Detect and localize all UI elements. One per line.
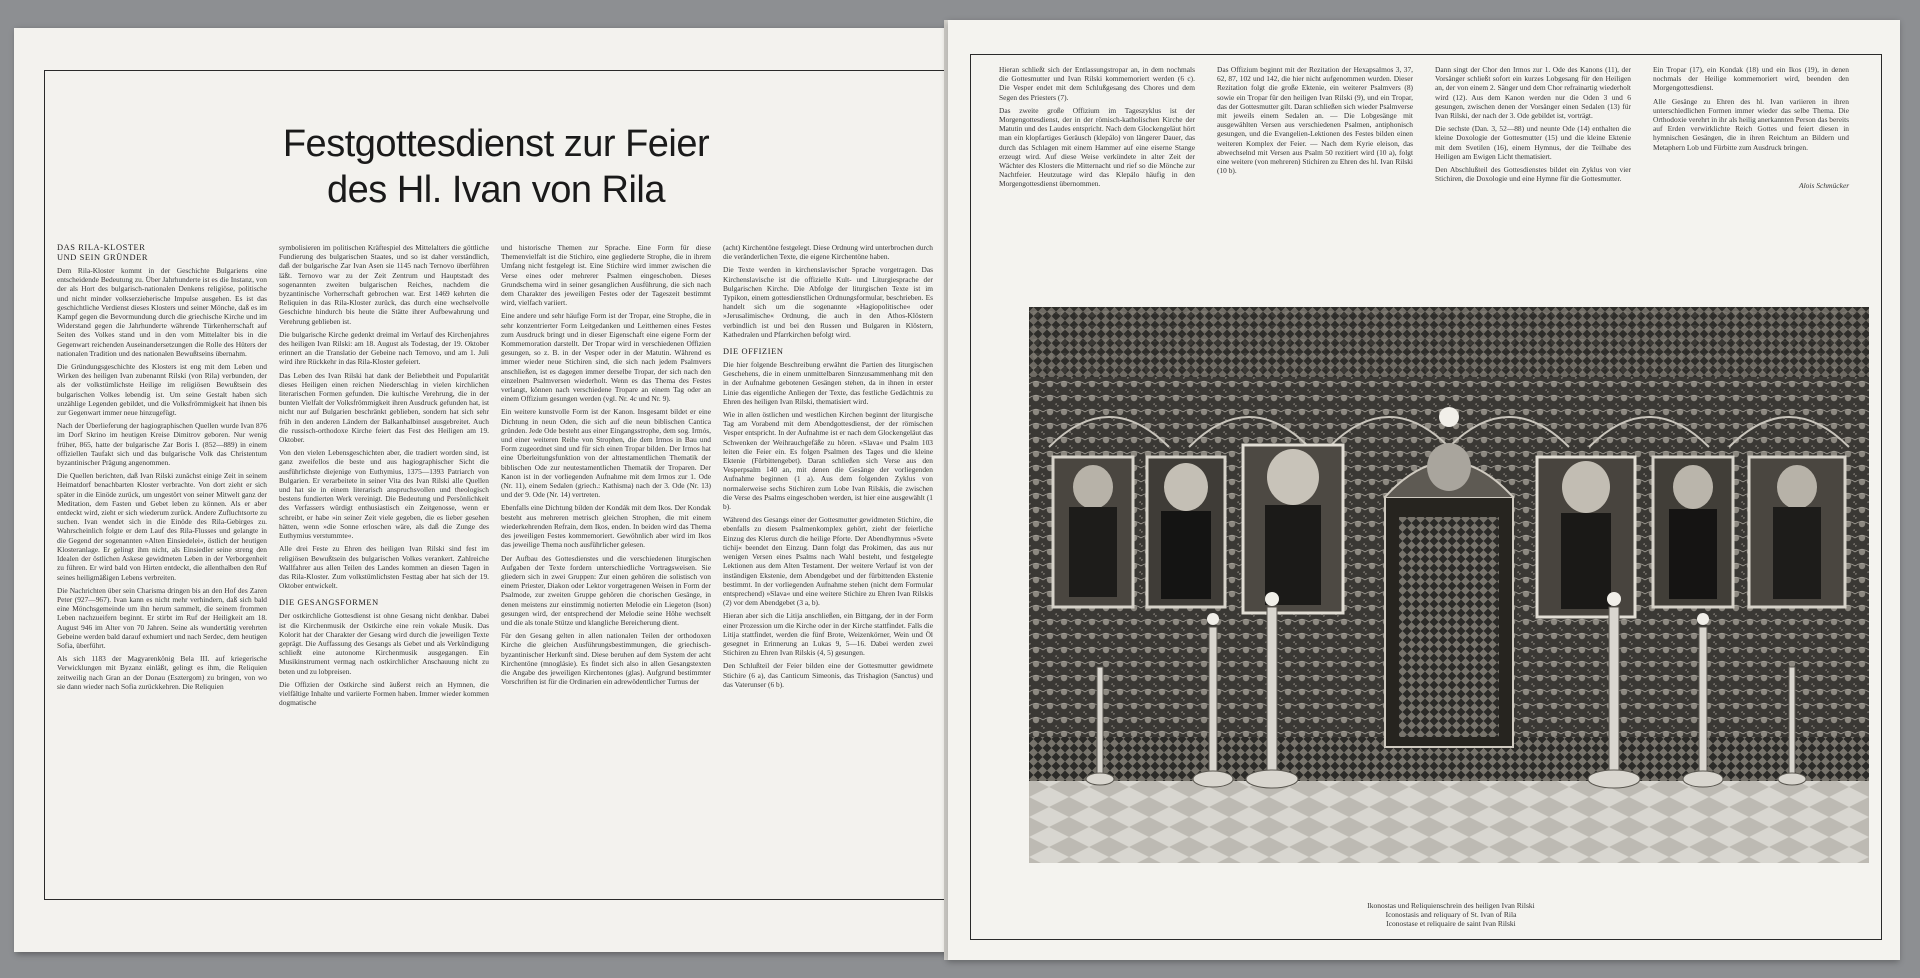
paragraph: Alle drei Feste zu Ehren des heiligen Ivan Rilski sind fest im religiösen Bewußtsein des bulgarischen Volkes verankert. Zahlreiche Wallfahrer aus allen Teilen des Landes kommen an diesen Tagen in das Rila-Kloster. Zum volkstümlichsten Festtag aber hat sich der 19. Oktober entwickelt. [279, 544, 489, 591]
paragraph: Das Leben des Ivan Rilski hat dank der Beliebtheit und Popularität dieses Heiligen einen reichen Niederschlag in vielen kirchlichen literarischen Formen gefunden. Die kultische Verehrung, die in der bunten Vielfalt der Volksfrömmigkeit ihren Ausdruck gefunden hat, ist nicht nur auf Bulgarien beschränkt geblieben, sondern hat sich sehr früh in den anderen Ländern der Balkanhalbinsel ausgebreitet. Auch die russisch-orthodoxe Kirche feiert das Fest des Heiligen am 19. Oktober. [279, 370, 489, 445]
paragraph: Während des Gesangs einer der Gottesmutter gewidmeten Stichire, die ebenfalls zu diesem Psalmenkomplex gehört, zieht der feierliche Einzug des Klerus durch die heilige Pforte. Der Abendhymnus »Svete tichij« beendet den Einzug. Dann folgt das Prokimen, das aus nur wenigen Versen eines Psalms nach Wahl besteht, und festgelegte Lektionen aus dem Alten Testament. Der weitere Verlauf ist von der inständigen Ekstenie, dem Abendgebet und der fürbittenden Ekstenie bestimmt. In der vorliegenden Aufnahme stehen (nicht dem Formular entsprechend) »Slava« und eine weitere Stichire zu Ehren Ivan Rilskis (2) vor dem Abendgebet (3 a, b). [723, 515, 933, 608]
text-column-5 [999, 65, 1195, 193]
paragraph: Dann singt der Chor den Irmos zur 1. Ode des Kanons (11), der Vorsänger schließt sofort ein kurzes Lobgesang für den Heiligen an, der von einem 2. Sänger und dem Chor refrainartig wiederholt wird (12). Aus dem Kanon werden nur die Oden 3 und 6 gesungen, zwischen denen der Vorsänger einen Sedalen (13) für Ivan Rilski, der nach der 3. Ode gebildet ist, vorträgt. [1435, 65, 1631, 121]
paragraph: Nach der Überlieferung der hagiographischen Quellen wurde Ivan 876 im Dorf Skrino im heutigen Kreise Dimitrov geboren. Nur wenig früher, 865, hatte der bulgarische Zar Boris I. (852—889) in einem offiziellen Taufakt sich und das bulgarische Volk das Christentum byzantinischer Prägung angenommen. [57, 421, 267, 468]
paragraph: Die Quellen berichten, daß Ivan Rilski zunächst einige Zeit in seinem Heimatdorf benachbarten Kloster verbrachte. Von dort zieht er sich später in die Einöde zurück, um ungestört von seiner Mitwelt ganz der Meditation, dem Fasten und Gebet leben zu können. Als er aber entdeckt wird, zieht er sich wiederum zurück. Andere Zufluchtsorte zu suchen. Ivan wendet sich in die Einöde des Rila-Gebirges zu. Wahrscheinlich folgte er dem Lauf des Rila-Flusses und gelangte in die Gegend der sogenannten »Alten Einsiedelei«, östlich der heutigen Klosteranlage. Er gelingt ihm nicht, als Einsiedler seine streng den Idealen der östlichen Askese gewidmeten Leben in der Verborgenheit zu führen. Er wird bald von Hirten entdeckt, die allenthalben den Ruf seines heiligmäßigen Lebens verbreiten. [57, 471, 267, 582]
right-page [948, 20, 1900, 960]
paragraph: Der Aufbau des Gottesdienstes und die verschiedenen liturgischen Aufgaben der Texte fordern unterschiedliche Vortragsweisen. Sie gliedern sich in zwei Gruppen: Zur einen gehören die solistisch von einem Priester, Diakon oder Lektor vorgetragenen Weisen in Form der Psalmode, zur zweiten Gruppe gehören die chorischen Gesänge, in denen meistens zur einstimmig notierten Melodie ein Liegeton (Ison) gesungen wird, der entsprechend der Melodie seine Höhe wechselt und die als tonale Stütze und klangliche Bereicherung dient. [501, 553, 711, 627]
paragraph: symbolisieren im politischen Kräftespiel des Mittelalters die göttliche Fundierung des bulgarischen Staates, und so ist daher verständlich, daß der bulgarische Zar Ivan Asen sie 1145 nach Ternovo überführen läßt. Ternovo war zu der Zeit Zentrum und Hauptstadt des sogenannten zweiten bulgarischen Reiches, nachdem die byzantinische Vorherrschaft gebrochen war. Erst 1469 kehrten die Reliquien in das Rila-Kloster zurück, das durch eine wechselvolle Geschichte hindurch bis heute die Stätte ihrer Aufbewahrung und Verehrung geblieben ist. [279, 243, 489, 326]
iconostasis-photo [1029, 307, 1869, 863]
paragraph: Die Gründungsgeschichte des Klosters ist eng mit dem Leben und Wirken des heiligen Ivan zubenannt Rilski (von Rila) verbunden, der als der volkstümlichste Heilige im religiösen Bewußtsein des bulgarischen Volkes lebendig ist. Um seine Gestalt haben sich unzählige Legenden gebildet, und die Volksfrömmigkeit hat ihnen bis zur Gegenwart immer neue hinzugefügt. [57, 362, 267, 418]
text-column-7 [1435, 65, 1631, 187]
paragraph: Die bulgarische Kirche gedenkt dreimal im Verlauf des Kirchenjahres des heiligen Ivan Rilski: am 18. August als Todestag, der 19. Oktober erinnert an die Translatio der Gebeine nach Ternovo, und am 1. Juli wird ihre Rückkehr in das Rila-Kloster gefeiert. [279, 329, 489, 367]
text-column-4 [723, 243, 933, 693]
section-heading-gesangsformen: DIE GESANGSFORMEN [279, 598, 379, 608]
paragraph: Für den Gesang gelten in allen nationalen Teilen der orthodoxen Kirche die gleichen Ausführungsbestimmungen, die griechisch-byzantinischer Herkunft sind. Diese beruhen auf dem System der acht Kirchentöne (mnoglásie). Es findet sich also in allen Gesangstexten die Angabe des jeweiligen Kirchentones (glas). Aufgrund bestimmter Vorschriften ist für die Ordinarien ein adrewödentlicher Turnus der [501, 631, 711, 687]
right-page-frame [970, 54, 1882, 940]
paragraph: und historische Themen zur Sprache. Eine Form für diese Themenvielfalt ist die Stichiro, eine gegliederte Strophe, die in ihrem Umfang nicht festgelegt ist. Eine Stichire wird immer zwischen die Verse eines oder mehrerer Psalmen eingeschoben. Dieses Grundschema wird in seiner gesanglichen Ausführung, die sich nach dem Charakter des jeweiligen Festes oder der Tageszeit bestimmt wird, vielfach variiert. [501, 243, 711, 308]
paragraph: Eine andere und sehr häufige Form ist der Tropar, eine Strophe, die in sehr konzentrierter Form Leitgedanken und Leitthemen eines Festes zum Ausdruck bringt und in dieser Eigenschaft eine eigene Form der Kommemoration darstellt. Der Tropar wird in verschiedenen Offizien gesungen, so z. B. in der Vesper oder in der Matutin. Während es immer wieder neue Stichiren sind, die sich nach jedem Psalmvers anschließen, ist es dagegen immer derselbe Tropar, der sich nach den einzelnen Psalmversen wiederholt. Wenn es das Thema des Festes verlangt, können nach verschiedene Tropare an einem Tag oder an einem Offizium gesungen werden (vgl. Nr. 4c und Nr. 9). [501, 311, 711, 404]
text-column-1 [57, 243, 267, 695]
title-line-2: des Hl. Ivan von Rila [327, 169, 665, 211]
text-column-8 [1653, 65, 1849, 156]
paragraph: Als sich 1183 der Magyarenkönig Bela III. auf kriegerische Verwicklungen mit Byzanz einläßt, gelingt es ihm, die Reliquien zeitweilig nach Gran an der Donau (Esztergom) zu bringen, von wo sie dann wieder nach Sofia zurückkehren. Die Reliquien [57, 654, 267, 691]
paragraph: Von den vielen Lebensgeschichten aber, die tradiert worden sind, ist ganz zweifellos die beste und aus hagiographischer Sicht die ausführlichste diejenige von Euthymius, 1375—1393 Patriarch von Bulgarien. Er verarbeitete in seiner Vita des Ivan Rilski alle Quellen und hat sie in einem literarisch anspruchsvollen und theologisch bestens fundierten Werk vereinigt. Die Bedeutung und Persönlichkeit des Verfassers würdigt enthusiastisch ein Zeitgenosse, wenn er schreibt, er habe »in seiner Zeit viele gegeben, die es lieber gesehen hätten, wenn »die Sonne erloschen wäre, als daß die Zunge des Euthymius verstummte«. [279, 448, 489, 541]
paragraph: Wie in allen östlichen und westlichen Kirchen beginnt der liturgische Tag am Vorabend mit dem Abendgottesdienst, der der römischen Vesper entspricht. In der Aufnahme ist er nach dem Glockengeläut das Schwenken der Weihrauchgefäße zu hören. »Slava« und Psalm 103 leiten die Feier ein. Es folgen Psalmen des Tages und die kleine Ektenie (Fürbittengebet). Daran schließen sich Verse aus den Vesperpsalm 140 an, mit denen die Gesänge der vorliegenden Aufnahme beginnen (1 a). Aus dem folgenden Zyklus von normalerweise sechs Stichiren zum Lobe Ivan Rilskis, die zwischen die Verse des Psalms eingeschoben werden, ist hier eine ausgewählt (1 b). [723, 410, 933, 512]
left-page [14, 28, 950, 952]
caption-line-german: Ikonostas und Reliquienschrein des heiligen Ivan Rilski [1367, 901, 1535, 910]
paragraph: Die hier folgende Beschreibung erwähnt die Partien des liturgischen Geschehens, die in einem unmittelbaren Sinnzusammenhang mit den in der Aufnahme gebotenen Gesängen stehen, da in ihnen in erster Linie das eigentliche Anliegen der Texte, das festliche Gedächtnis zu Ehren des heiligen Ivan Rilski, thematisiert wird. [723, 360, 933, 406]
paragraph: Die Nachrichten über sein Charisma dringen bis an den Hof des Zaren Peter (927—967). Ivan kann es nicht mehr verhindern, daß sich bald eine Mönchsgemeinde um ihn herum sammelt, die seinem frommen Leben nachzueifern beginnt. Er stirbt im Ruf der Heiligkeit am 18. August 946 im Alter von 70 Jahren. Seine als wundertätig verehrten Gebeine werden bald darauf exhumiert und nach Serdec, dem heutigen Sofia, überführt. [57, 585, 267, 650]
paragraph: Die sechste (Dan. 3, 52—88) und neunte Ode (14) enthalten die kleine Doxologie der Gottesmutter (15) und die kleine Ektenie mit dem Svetilen (16), einem Hymnus, der die Teilhabe des Heiligen am Ewigen Licht thematisiert. [1435, 124, 1631, 161]
paragraph: Das zweite große Offizium im Tageszyklus ist der Morgengottesdienst, der in der römisch-katholischen Kirche der Matutin und des Laudes entspricht. Nach dem Glockengeläut hört man ein klopfartiges Geräusch (klepálo) von längerer Dauer, das durch das Schlagen mit einem Hammer auf eine eiserne Stange erzeugt wird. Auf diese Weise verkündete in alter Zeit der Wächter des Klosters die Mitternacht und rief so die Mönche zur Nachtfeier. Heutzutage wird das Klepálo häufig in den Morgengottesdienst übernommen. [999, 105, 1195, 189]
paragraph: Hieran schließt sich der Entlassungstropar an, in dem nochmals die Gottesmutter und Ivan Rilski kommemoriert werden (6 c). Die Vesper endet mit dem Schlußgesang des Chores und dem Segen des Priesters (7). [999, 65, 1195, 102]
left-page-frame [44, 70, 948, 900]
text-column-2 [279, 243, 489, 711]
paragraph: Alle Gesänge zu Ehren des hl. Ivan variieren in ihren unterschiedlichen Formen immer wieder das selbe Thema. Die Orthodoxie verehrt in ihr als heilig anerkannten Person das bereits auf Erden verwirklichte Reich Gottes und feiert diesen in hymnischen Gesängen, die in ihren Reichtum an Bildern und Metaphern Lob und Fürbitte zum Ausdruck bringen. [1653, 96, 1849, 152]
paragraph: (acht) Kirchentöne festgelegt. Diese Ordnung wird unterbrochen durch die veränderlichen Texte, die eigene Kirchentöne haben. [723, 243, 933, 262]
heading-line-2: UND SEIN GRÜNDER [57, 253, 149, 262]
text-column-6 [1217, 65, 1413, 179]
paragraph: Der ostkirchliche Gottesdienst ist ohne Gesang nicht denkbar. Dabei ist die Kirchenmusik der Ostkirche eine rein vokale Musik. Das Kolorit hat der Charakter der Gesang wird durch die jeweiligen Texte geprägt. Die Auffassung des Gesangs als Gebet und als Verkündigung schließt eine autonome Kirchenmusik ausgegangen. Ein Musikinstrument vermag nach ostkirchlicher Anschauung nicht zu beten und zu lobpreisen. [279, 611, 489, 676]
paragraph: Ein Tropar (17), ein Kondak (18) und ein Ikos (19), in denen nochmals der Heilige kommemoriert wird, beenden den Morgengottesdienst. [1653, 65, 1849, 93]
caption-line-french: Iconostase et reliquaire de saint Ivan Rilski [1386, 919, 1516, 928]
paragraph: Die Offizien der Ostkirche sind äußerst reich an Hymnen, die vielfältige Inhalte und variierte Formen haben. Immer wieder kommen dogmatische [279, 679, 489, 708]
section-heading-rila-kloster [57, 243, 267, 263]
paragraph: Ebenfalls eine Dichtung bilden der Kondák mit dem Ikos. Der Kondak besteht aus mehreren metrisch gleichen Strophen, die mit einem wiederkehrenden Refrain, dem Ikos, enden. In beiden wird das Thema des jeweiligen Festes kommemoriert. Gewöhnlich aber wird im Ikos das jeweilige Thema noch ausführlicher gelesen. [501, 503, 711, 550]
paragraph: Den Abschlußteil des Gottesdienstes bildet ein Zyklus von vier Stichiren, die Doxologie und eine Hymne für die Gottesmutter. [1435, 165, 1631, 184]
paragraph: Die Texte werden in kirchenslavischer Sprache vorgetragen. Das Kirchenslavische ist die offizielle Kult- und Liturgiesprache der Bulgarischen Kirche. Die Abfolge der liturgischen Texte ist im Typikon, einem gottesdienstlichen Ordnungsformular, beschrieben. Es handelt sich um die sogenannte »Hagiopolitische« oder »Jerusalimische« Ordnung, die auch in den Athos-Klöstern verbindlich ist und bei den Russen und Bulgaren in Klöstern, Kathedralen und Pfarrkirchen befolgt wird. [723, 265, 933, 339]
caption-line-english: Iconostasis and reliquary of St. Ivan of Rila [1385, 910, 1517, 919]
photo-caption [1271, 901, 1631, 928]
paragraph: Ein weitere kunstvolle Form ist der Kanon. Insgesamt bildet er eine Dichtung in neun Oden, die sich auf die neun biblischen Cantica gründen. Jede Ode besteht aus einer Eingangsstrophe, dem sog. Irmós, und einer weiteren Reihe von Strophen, die dem Irmos in Bau und Form zugeordnet sind und für sich einen Tropar bilden. Der Irmos hat eine Überleitungsfunktion von der alttestamentlichen Thematik der biblischen Ode zur neutestamentlichen Thematik der Troparen. Der Kanon ist in der vorliegenden Aufnahme mit dem Irmos zur 1. Ode (Nr. 11), einem Sedalen (griech.: Kathisma) nach der 3. Ode (Nr. 13) und der 9. Ode (Nr. 14) vertreten. [501, 407, 711, 500]
paragraph: Den Schlußteil der Feier bilden eine der Gottesmutter gewidmete Stichire (6 a), das Canticum Simeonis, das Trishagion (Sanctus) und das Vaterunser (6 b). [723, 661, 933, 689]
paragraph: Hieran aber sich die Litija anschließen, ein Bittgang, der in der Form einer Prozession um die Kirche oder in der Kirche stattfindet. Falls die Litija stattfindet, werden die fünf Brote, Weizenkörner, Wein und Öl gesegnet in Erinnerung an Lukas 9, 5—16. Dabei werden zwei Stichiren zu Ehren Ivan Rilskis (4, 5) gesungen. [723, 611, 933, 658]
text-column-3 [501, 243, 711, 690]
paragraph: Dem Rila-Kloster kommt in der Geschichte Bulgariens eine entscheidende Bedeutung zu. Über Jahrhunderte ist es die Instanz, von der als Hort des bulgarisch-nationalen Denkens religiöse, politische und nicht minder volkserzieherische Impulse ausgehen. Es ist das geschichtliche Verdienst dieses Klosters und seiner Mönche, daß es im Kampf gegen die Bevormundung durch die griechische Kirche und im Widerstand gegen die Jahrhunderte währende Türkenherrschaft auf Seiten des Volkes stand und in den vom Mittelalter bis in die Gegenwart reichenden Auseinandersetzungen die Rolle des Hüters der nationalen Tradition und des nationalen Bewußtseins übernahm. [57, 266, 267, 358]
heading-line-1: DAS RILA-KLOSTER [57, 243, 146, 252]
title-line-1: Festgottesdienst zur Feier [282, 123, 710, 165]
iconostasis-photo-illustration [1029, 307, 1869, 863]
author-signature: Alois Schmücker [1799, 181, 1850, 190]
section-heading-offizien: DIE OFFIZIEN [723, 347, 784, 357]
page-title [45, 121, 947, 213]
paragraph: Das Offizium beginnt mit der Rezitation der Hexapsalmos 3, 37, 62, 87, 102 und 142, die hier nicht aufgenommen wurden. Dieser Rezitation folgt die große Ektenie, ein weiterer Psalmvers (8) sowie ein Tropar für den heiligen Ivan Rilski (9), und ein Tropar, das der Gottesmutter gilt. Daran schließen sich wieder Psalmverse mit jeweils einem Sedalen an. — Die Lobgesänge mit ausgewählten Versen aus verschiedenen Psalmen, antiphonisch gesungen, und die Evangelien-Lektionen des Festes bilden einen weiteren Komplex der Feier. — Nach dem Kyrie eleison, das abwechselnd mit Versen aus Psalm 50 rezitiert wird (10 a), folgt eine weitere (von mehreren) Stichiren zu Ehren des hl. Ivan Rilski (10 b). [1217, 65, 1413, 176]
